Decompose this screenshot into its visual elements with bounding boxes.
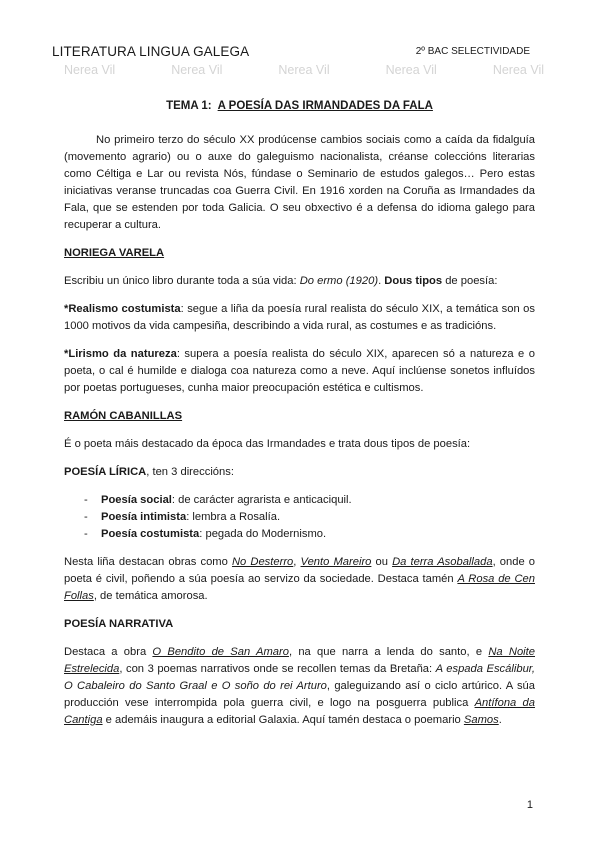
work-title: Da terra Asoballada: [392, 556, 493, 568]
text: : pegada do Modernismo.: [199, 528, 327, 540]
directions-list: [64, 492, 535, 543]
text: Nesta liña destacan obras como: [64, 556, 232, 568]
title-main: A POESÍA DAS IRMANDADES DA FALA: [217, 100, 433, 112]
text: : de carácter agrarista e anticaciquil.: [171, 494, 352, 506]
header-course: 2º BAC SELECTIVIDADE: [415, 46, 530, 57]
header-subject: LITERATURA LINGUA GALEGA: [52, 44, 250, 59]
text: e ademáis inaugura a editorial Galaxia. Aquí tamén destaca o poemario: [102, 714, 464, 726]
work-title: Do ermo (1920): [299, 275, 379, 287]
watermark: [64, 63, 544, 77]
text: .: [498, 714, 502, 726]
watermark-text: Nerea Vil: [385, 63, 437, 77]
poem-titles: A espada Escálibur, O Cabaleiro do Santo Graal e O soño do rei Arturo: [64, 663, 536, 692]
text: , onde o poeta é civil, poñendo a súa poesía ao servizo da sociedade. Destaca tamén: [64, 556, 536, 585]
term-label: *Realismo costumista: [64, 303, 181, 315]
work-title: Samos: [463, 714, 499, 726]
page-title: [64, 98, 535, 115]
lirica-intro: [64, 464, 535, 481]
text: ou: [371, 556, 393, 568]
text: .: [378, 275, 385, 287]
text: Destaca a obra: [64, 646, 153, 658]
text: de poesía:: [442, 275, 498, 287]
title-prefix: TEMA 1:: [166, 100, 212, 112]
work-title: O Bendito de San Amaro: [152, 646, 289, 658]
narrativa-paragraph: [64, 644, 535, 729]
emphasis: Dous tipos: [384, 275, 443, 287]
text: , con 3 poemas narrativos onde se recollen temas da Bretaña:: [119, 663, 436, 675]
cabanillas-intro: É o poeta máis destacado da época das Irmandades e trata dous tipos de poesía:: [64, 438, 471, 450]
text: , na que narra a lenda do santo, e: [288, 646, 489, 658]
text: : supera a poesía realista do século XIX, aparecen só a natureza e o poeta, o cal é humilde e dialoga coa natureza como a neve. Aquí inclúense sonetos influídos por poetas portugueses, cunha maior preocupación estética e cultismos.: [64, 348, 535, 394]
watermark-text: Nerea Vil: [278, 63, 330, 77]
list-item: [64, 492, 535, 509]
text: : lembra a Rosalía.: [186, 511, 281, 523]
term-label: POESÍA LÍRICA: [64, 466, 147, 478]
section-heading-narrativa: POESÍA NARRATIVA: [64, 618, 174, 630]
term-label: *Lirismo da natureza: [64, 348, 177, 360]
text: , de temática amorosa.: [93, 590, 208, 602]
section-heading-cabanillas: RAMÓN CABANILLAS: [64, 410, 183, 422]
work-title: Vento Mareiro: [300, 556, 372, 568]
document-body: [64, 98, 535, 740]
work-title: A Rosa de Cen Follas: [64, 573, 535, 602]
watermark-text: Nerea Vil: [171, 63, 223, 77]
work-title: No Desterro: [231, 556, 294, 568]
page-number: 1: [526, 799, 533, 811]
text: , ten 3 direccións:: [146, 466, 234, 478]
list-item: [64, 526, 535, 543]
list-item: [64, 509, 535, 526]
text: , galeguizando así o ciclo artúrico. A súa producción vese interrompida pola guerra civil, e logo na posguerra publica: [64, 680, 535, 709]
term-label: Poesía social: [101, 494, 172, 506]
work-title: Na Noite Estrelecida: [64, 646, 535, 675]
term-label: Poesía costumista: [101, 528, 200, 540]
watermark-text: Nerea Vil: [492, 63, 544, 77]
watermark-text: Nerea Vil: [64, 63, 116, 77]
lirismo-paragraph: [64, 346, 535, 397]
lirica-works-paragraph: [64, 554, 535, 605]
text: : segue a liña da poesía rural realista do século XIX, a temática son os 1000 motivos da vida campesiña, describindo a vida rural, as costumes e as tradicións.: [64, 303, 535, 332]
work-title: Antífona da Cantiga: [64, 697, 535, 726]
term-label: Poesía intimista: [101, 511, 187, 523]
noriega-paragraph: [64, 273, 535, 290]
text: Escribiu un único libro durante toda a súa vida:: [64, 275, 300, 287]
realismo-paragraph: [64, 301, 535, 335]
text: ,: [293, 556, 301, 568]
intro-paragraph: No primeiro terzo do século XX prodúcense cambios sociais como a caída da fidalguía (movemento agrario) ou o auxe do galeguismo nacionalista, créanse coleccións literarias como Céltiga e Lar ou revista Nós, fúndase o Seminario de estudos galegos… Pero estas iniciativas veranse truncadas coa Guerra Civil. En 1916 xorden na Coruña as Irmandades da Fala, que se estenden por toda Galicia. O seu obxectivo é a defensa do idioma galego para recuperar a cultura.: [64, 134, 535, 231]
section-heading-noriega: NORIEGA VARELA: [64, 247, 165, 259]
